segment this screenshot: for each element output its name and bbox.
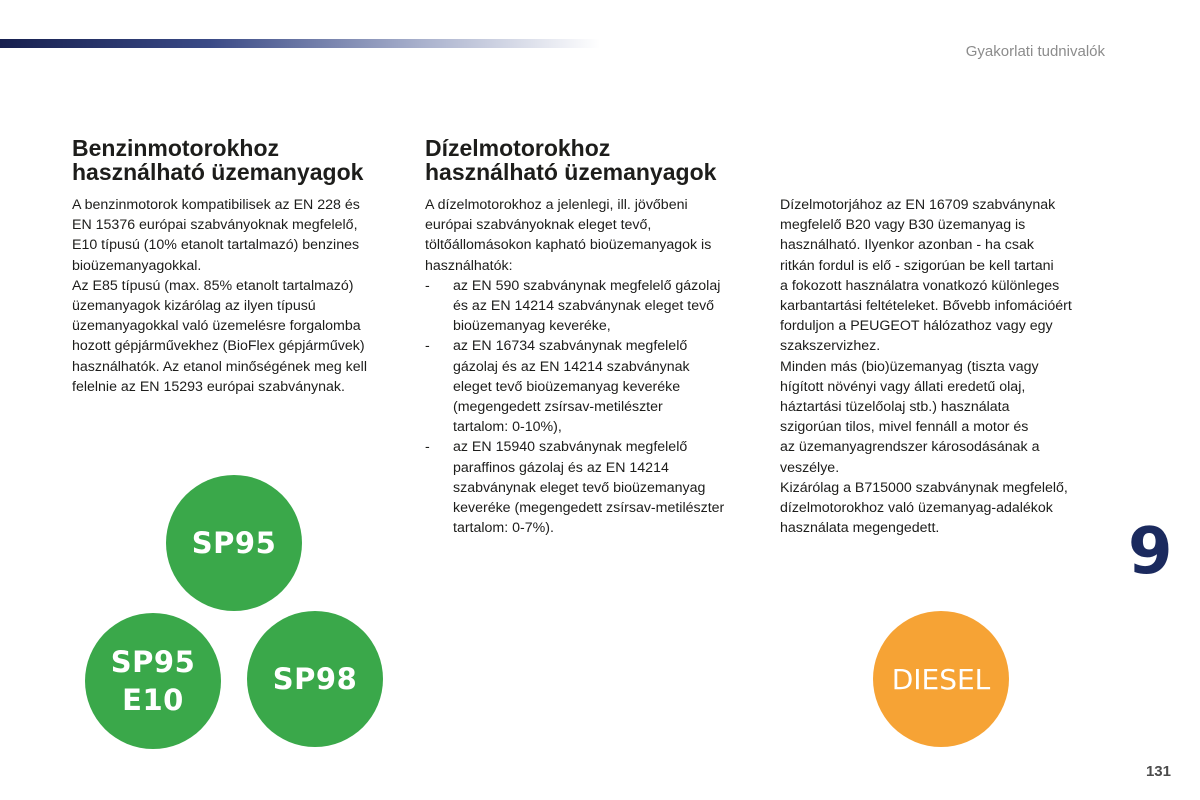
page-number: 131: [1145, 763, 1171, 780]
section-title: Gyakorlati tudnivalók: [965, 43, 1105, 60]
list-item-line: gázolaj és az EN 14214 szabványnak: [453, 358, 690, 375]
note-line: forduljon a PEUGEOT hálózathoz vagy egy: [780, 318, 1053, 335]
list-item-line: szabványnak eleget tevő bioüzemanyag: [453, 479, 706, 496]
list-item: [425, 276, 760, 337]
list-item-line: az EN 590 szabványnak megfelelő gázolaj: [453, 277, 721, 294]
diesel-intro-line: töltőállomásokon kapható bioüzemanyagok is: [425, 237, 712, 254]
petrol-line: üzemanyagokkal való üzemelésre forgalomba: [72, 318, 361, 335]
note-line: megfelelő B20 vagy B30 üzemanyag is: [780, 217, 1026, 234]
diesel-note-paragraph: [780, 195, 1120, 538]
petrol-heading-line2: használható üzemanyagok: [72, 159, 364, 185]
petrol-line: üzemanyagok kizárólag az ilyen típusú: [72, 298, 316, 315]
header-gradient-bar: [0, 39, 600, 48]
note-line: karbantartási feltételeket. Bővebb infomációért: [780, 298, 1072, 315]
dash-bullet: -: [425, 338, 430, 355]
dash-bullet: -: [425, 439, 430, 456]
note-line: szigorúan tilos, mivel fennáll a motor és: [780, 419, 1029, 436]
diesel-intro: [425, 195, 760, 276]
diesel-heading-line1: Dízelmotorokhoz: [425, 135, 611, 161]
sp95-fuel-badge: [166, 475, 302, 611]
chapter-number: 9: [1128, 515, 1173, 589]
note-line: Kizárólag a B715000 szabványnak megfelelő,: [780, 479, 1068, 496]
note-line: Minden más (bio)üzemanyag (tiszta vagy: [780, 358, 1039, 375]
diesel-note-section: [780, 195, 1120, 538]
note-line: a fokozott használatra vonatkozó különleges: [780, 277, 1060, 294]
list-item-line: (megengedett zsírsav-metilészter: [453, 399, 663, 416]
petrol-line: felelnie az EN 15293 európai szabványnak.: [72, 378, 345, 395]
list-item-line: tartalom: 0-10%),: [453, 419, 562, 436]
note-line: ritkán fordul is elő - szigorúan be kell tartani: [780, 257, 1054, 274]
list-item: [425, 336, 760, 437]
diesel-badge-label: DIESEL: [891, 662, 991, 696]
list-item-line: keveréke (megengedett zsírsav-metilészter: [453, 500, 725, 517]
list-item-line: az EN 15940 szabványnak megfelelő: [453, 439, 688, 456]
petrol-line: EN 15376 európai szabványoknak megfelelő,: [72, 217, 358, 234]
petrol-line: hozott gépjárművekhez (BioFlex gépjárművek): [72, 338, 365, 355]
sp95-e10-badge-label-line2: E10: [122, 683, 184, 717]
diesel-section: [425, 136, 760, 538]
note-line: hígított növényi vagy állati eredetű olaj,: [780, 378, 1026, 395]
petrol-section: [72, 136, 402, 397]
list-item: [425, 437, 760, 538]
petrol-line: használhatók. Az etanol minőségének meg kell: [72, 358, 367, 375]
petrol-heading-line1: Benzinmotorokhoz: [72, 135, 279, 161]
diesel-intro-line: A dízelmotorokhoz a jelenlegi, ill. jövőbeni: [425, 197, 688, 213]
list-item-line: eleget tevő bioüzemanyag keveréke: [453, 378, 681, 395]
note-line: Dízelmotorjához az EN 16709 szabványnak: [780, 197, 1056, 213]
dash-bullet: -: [425, 277, 430, 294]
sp98-fuel-badge: [247, 611, 383, 747]
diesel-heading-line2: használható üzemanyagok: [425, 159, 717, 185]
list-item-line: paraffinos gázolaj és az EN 14214: [453, 459, 669, 476]
list-item-line: és az EN 14214 szabványnak eleget tevő: [453, 298, 715, 315]
petrol-line: bioüzemanyagokkal.: [72, 257, 202, 274]
list-item-line: az EN 16734 szabványnak megfelelő: [453, 338, 688, 355]
note-line: szakszervizhez.: [780, 338, 881, 355]
petrol-line: A benzinmotorok kompatibilisek az EN 228 és: [72, 197, 360, 213]
note-line: dízelmotorokhoz való üzemanyag-adalékok: [780, 500, 1053, 517]
note-line: az üzemanyagrendszer károsodásának a: [780, 439, 1040, 456]
petrol-paragraph: [72, 195, 402, 397]
list-item-line: bioüzemanyag keveréke,: [453, 318, 611, 335]
diesel-fuel-list: [425, 276, 760, 539]
diesel-intro-line: európai szabványoknak eleget tevő,: [425, 217, 652, 234]
list-item-line: tartalom: 0-7%).: [453, 520, 554, 537]
petrol-line: Az E85 típusú (max. 85% etanolt tartalmazó): [72, 277, 354, 294]
sp95-e10-fuel-badge: [85, 613, 221, 749]
diesel-intro-line: használhatók:: [425, 257, 513, 274]
diesel-fuel-badge: [873, 611, 1009, 747]
note-line: használható. Ilyenkor azonban - ha csak: [780, 237, 1034, 254]
petrol-line: E10 típusú (10% etanolt tartalmazó) benzines: [72, 237, 360, 254]
diesel-heading: [425, 136, 760, 184]
note-line: veszélye.: [780, 459, 840, 476]
note-line: használata megengedett.: [780, 520, 940, 537]
note-line: háztartási tüzelőolaj stb.) használata: [780, 399, 1010, 416]
sp95-e10-badge-label-line1: SP95: [110, 645, 196, 679]
sp98-badge-label: SP98: [272, 662, 358, 696]
petrol-heading: [72, 136, 402, 184]
sp95-badge-label: SP95: [191, 526, 277, 560]
